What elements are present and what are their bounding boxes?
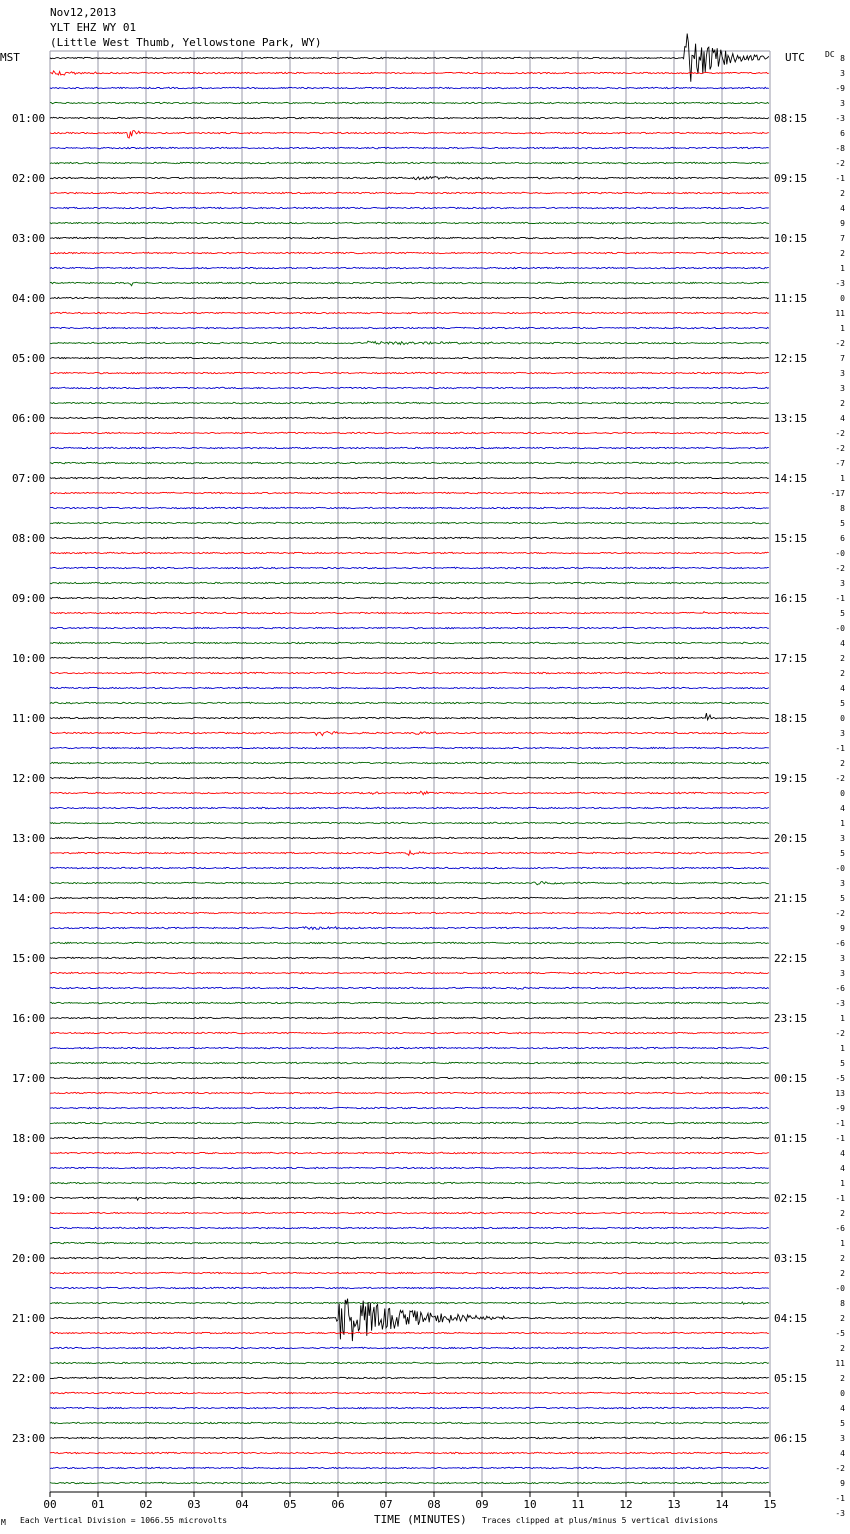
x-tick-label: 14	[715, 1498, 729, 1511]
left-hour-label: 03:00	[12, 232, 46, 245]
trace-line-20	[50, 357, 769, 359]
left-hour-label: 02:00	[12, 172, 46, 185]
dc-offset-label: 5	[840, 894, 845, 903]
dc-offset-label: 1	[840, 1239, 845, 1248]
right-hour-label: 01:15	[774, 1132, 808, 1145]
trace-line-84	[50, 1299, 769, 1342]
left-hour-label: 01:00	[12, 112, 46, 125]
dc-offset-label: 9	[840, 924, 845, 933]
trace-line-30	[50, 507, 769, 509]
trace-line-46	[50, 747, 769, 749]
dc-offset-label: -9	[835, 1104, 845, 1113]
x-tick-label: 13	[667, 1498, 681, 1511]
dc-offset-label: 3	[840, 1434, 845, 1443]
trace-line-9	[50, 192, 769, 194]
trace-line-86	[50, 1347, 769, 1349]
left-hour-label: 23:00	[12, 1432, 46, 1445]
dc-offset-label: 4	[840, 204, 845, 213]
trace-line-55	[50, 881, 769, 884]
dc-offset-label: 13	[835, 1089, 845, 1098]
dc-offset-label: 11	[835, 309, 845, 318]
trace-line-78	[50, 1227, 769, 1229]
dc-offset-label: -0	[835, 864, 845, 873]
trace-line-80	[50, 1257, 769, 1258]
dc-offset-label: 2	[840, 1344, 845, 1353]
dc-offset-label: -1	[835, 174, 845, 183]
x-tick-label: 09	[475, 1498, 489, 1511]
right-hour-label: 05:15	[774, 1372, 808, 1385]
dc-offset-label: 1	[840, 324, 845, 333]
right-hour-label: 18:15	[774, 712, 808, 725]
dc-offset-label: 2	[840, 1374, 845, 1383]
trace-line-87	[50, 1362, 769, 1364]
trace-line-11	[50, 222, 769, 224]
trace-line-52	[50, 837, 769, 839]
dc-offset-label: 4	[840, 1449, 845, 1458]
trace-line-71	[50, 1122, 769, 1124]
dc-offset-label: 3	[840, 99, 845, 108]
station-code: YLT EHZ WY 01	[50, 21, 137, 34]
dc-offset-label: 3	[840, 384, 845, 393]
trace-line-5	[50, 131, 769, 138]
x-tick-label: 01	[91, 1498, 105, 1511]
dc-offset-label: 5	[840, 1419, 845, 1428]
dc-offset-label: 3	[840, 834, 845, 843]
dc-offset-label: 5	[840, 699, 845, 708]
trace-line-54	[50, 867, 769, 869]
dc-offset-label: 1	[840, 474, 845, 483]
left-hour-label: 04:00	[12, 292, 46, 305]
trace-line-57	[50, 912, 769, 914]
trace-line-6	[50, 147, 769, 149]
trace-line-66	[50, 1047, 769, 1049]
dc-offset-label: 4	[840, 1149, 845, 1158]
x-tick-label: 05	[283, 1498, 297, 1511]
trace-line-75	[50, 1182, 769, 1184]
dc-offset-label: 2	[840, 1314, 845, 1323]
trace-line-85	[50, 1332, 769, 1333]
dc-offset-label: -6	[835, 1224, 845, 1233]
dc-offset-label: 2	[840, 1209, 845, 1218]
trace-line-72	[50, 1137, 769, 1139]
x-tick-label: 03	[187, 1498, 201, 1511]
dc-offset-label: -2	[835, 909, 845, 918]
trace-line-48	[50, 777, 769, 779]
dc-offset-label: -1	[835, 1119, 845, 1128]
x-tick-label: 02	[139, 1498, 153, 1511]
trace-line-28	[50, 477, 769, 478]
dc-offset-label: 6	[840, 534, 845, 543]
trace-line-14	[50, 267, 769, 269]
dc-offset-label: -7	[835, 459, 845, 468]
dc-offset-label: -6	[835, 939, 845, 948]
x-tick-label: 15	[763, 1498, 777, 1511]
dc-offset-label: 5	[840, 609, 845, 618]
dc-offset-label: 4	[840, 1404, 845, 1413]
right-hour-label: 08:15	[774, 112, 808, 125]
trace-line-53	[50, 851, 769, 856]
dc-offset-label: -2	[835, 1464, 845, 1473]
trace-line-68	[50, 1077, 769, 1079]
trace-line-17	[50, 312, 769, 314]
trace-line-27	[50, 462, 769, 464]
dc-offset-label: 7	[840, 354, 845, 363]
trace-line-83	[50, 1302, 769, 1304]
trace-line-31	[50, 522, 769, 524]
dc-offset-labels	[831, 54, 846, 1518]
dc-offset-label: -2	[835, 1029, 845, 1038]
dc-offset-label: -1	[835, 1134, 845, 1143]
dc-offset-label: -3	[835, 114, 845, 123]
dc-offset-label: 9	[840, 219, 845, 228]
left-hour-label: 12:00	[12, 772, 46, 785]
dc-offset-label: 3	[840, 579, 845, 588]
trace-line-49	[50, 791, 769, 795]
right-hour-label: 03:15	[774, 1252, 808, 1265]
dc-column-label: DC	[825, 50, 835, 59]
trace-line-12	[50, 237, 769, 239]
trace-line-76	[50, 1197, 769, 1200]
dc-offset-label: 8	[840, 1299, 845, 1308]
dc-offset-label: -9	[835, 84, 845, 93]
trace-line-88	[50, 1377, 769, 1379]
dc-offset-label: -5	[835, 1329, 845, 1338]
x-axis-title: TIME (MINUTES)	[374, 1513, 467, 1526]
left-hour-label: 17:00	[12, 1072, 46, 1085]
right-hour-label: 23:15	[774, 1012, 808, 1025]
x-tick-label: 10	[523, 1498, 537, 1511]
trace-line-36	[50, 597, 769, 599]
left-hour-label: 16:00	[12, 1012, 46, 1025]
trace-line-18	[50, 327, 769, 329]
dc-offset-label: -0	[835, 1284, 845, 1293]
station-location: (Little West Thumb, Yellowstone Park, WY)	[50, 36, 322, 49]
dc-offset-label: 6	[840, 129, 845, 138]
dc-offset-label: 4	[840, 414, 845, 423]
dc-offset-label: 3	[840, 969, 845, 978]
left-hour-label: 05:00	[12, 352, 46, 365]
dc-offset-label: 2	[840, 654, 845, 663]
left-hour-label: 10:00	[12, 652, 46, 665]
trace-line-69	[50, 1092, 769, 1094]
dc-offset-label: 5	[840, 519, 845, 528]
trace-line-56	[50, 897, 769, 899]
left-hour-label: 07:00	[12, 472, 46, 485]
right-hour-label: 04:15	[774, 1312, 808, 1325]
trace-line-90	[50, 1407, 769, 1409]
dc-offset-label: 5	[840, 1059, 845, 1068]
dc-offset-label: 2	[840, 669, 845, 678]
dc-offset-label: -2	[835, 774, 845, 783]
dc-offset-label: 3	[840, 954, 845, 963]
trace-line-16	[50, 297, 769, 299]
left-hour-label: 15:00	[12, 952, 46, 965]
trace-line-21	[50, 372, 769, 374]
dc-offset-label: 0	[840, 789, 845, 798]
trace-line-47	[50, 762, 769, 764]
dc-offset-label: -2	[835, 564, 845, 573]
dc-offset-label: 1	[840, 1014, 845, 1023]
right-hour-label: 21:15	[774, 892, 808, 905]
trace-line-34	[50, 567, 769, 569]
dc-offset-label: 2	[840, 759, 845, 768]
dc-offset-label: -2	[835, 339, 845, 348]
dc-offset-label: -6	[835, 984, 845, 993]
dc-offset-label: 5	[840, 849, 845, 858]
trace-line-61	[50, 972, 769, 974]
trace-line-25	[50, 432, 769, 434]
left-hour-label: 08:00	[12, 532, 46, 545]
x-axis	[43, 1492, 776, 1511]
dc-offset-label: -1	[835, 744, 845, 753]
left-hour-label: 13:00	[12, 832, 46, 845]
trace-line-43	[50, 702, 769, 704]
trace-line-41	[50, 672, 769, 674]
trace-line-13	[50, 252, 769, 254]
right-hour-label: 11:15	[774, 292, 808, 305]
right-hour-label: 15:15	[774, 532, 808, 545]
trace-line-19	[50, 341, 769, 344]
dc-offset-label: 8	[840, 504, 845, 513]
dc-offset-label: -3	[835, 999, 845, 1008]
dc-offset-label: -2	[835, 444, 845, 453]
x-tick-label: 06	[331, 1498, 345, 1511]
trace-line-79	[50, 1242, 769, 1244]
trace-line-26	[50, 447, 769, 449]
right-timezone-label: UTC	[785, 51, 805, 64]
trace-line-10	[50, 207, 769, 209]
dc-offset-label: 4	[840, 804, 845, 813]
dc-offset-label: 0	[840, 294, 845, 303]
trace-line-45	[50, 731, 769, 735]
dc-offset-label: 8	[840, 54, 845, 63]
dc-offset-label: 3	[840, 69, 845, 78]
trace-line-91	[50, 1422, 769, 1424]
dc-offset-label: 2	[840, 399, 845, 408]
trace-line-64	[50, 1017, 769, 1019]
dc-offset-label: 2	[840, 189, 845, 198]
trace-line-59	[50, 942, 769, 944]
dc-offset-label: 2	[840, 249, 845, 258]
trace-line-65	[50, 1032, 769, 1034]
trace-line-32	[50, 537, 769, 539]
dc-offset-label: 4	[840, 684, 845, 693]
left-hour-labels	[12, 112, 45, 1445]
dc-offset-label: 9	[840, 1479, 845, 1488]
trace-line-60	[50, 957, 769, 959]
scale-note: Each Vertical Division = 1066.55 microvolts	[20, 1516, 228, 1525]
dc-offset-label: -3	[835, 1509, 845, 1518]
trace-line-7	[50, 162, 769, 164]
right-hour-label: 12:15	[774, 352, 808, 365]
trace-line-70	[50, 1107, 769, 1109]
left-hour-label: 22:00	[12, 1372, 46, 1385]
left-hour-label: 21:00	[12, 1312, 46, 1325]
trace-line-50	[50, 807, 769, 809]
dc-offset-label: -2	[835, 429, 845, 438]
dc-offset-label: -1	[835, 1194, 845, 1203]
dc-offset-label: -2	[835, 159, 845, 168]
right-hour-labels	[774, 112, 807, 1445]
right-hour-label: 02:15	[774, 1192, 808, 1205]
trace-line-93	[50, 1452, 769, 1454]
dc-offset-label: -1	[835, 594, 845, 603]
right-hour-label: 19:15	[774, 772, 808, 785]
trace-line-51	[50, 822, 769, 824]
trace-line-58	[50, 927, 769, 930]
right-hour-label: 00:15	[774, 1072, 808, 1085]
trace-line-23	[50, 402, 769, 404]
left-hour-label: 20:00	[12, 1252, 46, 1265]
right-hour-label: 09:15	[774, 172, 808, 185]
trace-line-95	[50, 1482, 769, 1484]
dc-offset-label: 4	[840, 1164, 845, 1173]
x-tick-label: 11	[571, 1498, 585, 1511]
trace-line-15	[50, 282, 769, 286]
dc-offset-label: -3	[835, 279, 845, 288]
x-tick-label: 00	[43, 1498, 57, 1511]
trace-line-24	[50, 417, 769, 419]
dc-offset-label: 3	[840, 369, 845, 378]
trace-line-33	[50, 552, 769, 554]
trace-line-81	[50, 1272, 769, 1274]
left-hour-label: 09:00	[12, 592, 46, 605]
dc-offset-label: -8	[835, 144, 845, 153]
clip-note: Traces clipped at plus/minus 5 vertical divisions	[482, 1516, 719, 1525]
right-hour-label: 22:15	[774, 952, 808, 965]
trace-line-67	[50, 1062, 769, 1064]
dc-offset-label: 3	[840, 879, 845, 888]
left-hour-label: 18:00	[12, 1132, 46, 1145]
right-hour-label: 17:15	[774, 652, 808, 665]
dc-offset-label: 1	[840, 264, 845, 273]
trace-line-4	[50, 117, 769, 119]
trace-line-74	[50, 1167, 769, 1169]
trace-line-77	[50, 1212, 769, 1214]
left-hour-label: 06:00	[12, 412, 46, 425]
dc-offset-label: 7	[840, 234, 845, 243]
trace-line-94	[50, 1467, 769, 1469]
trace-line-1	[50, 71, 769, 75]
dc-offset-label: 3	[840, 729, 845, 738]
trace-lines	[50, 34, 769, 1484]
dc-offset-label: 1	[840, 1044, 845, 1053]
trace-line-38	[50, 627, 769, 629]
trace-line-63	[50, 1002, 769, 1004]
right-hour-label: 20:15	[774, 832, 808, 845]
dc-offset-label: 0	[840, 714, 845, 723]
plot-date: Nov12,2013	[50, 6, 117, 19]
trace-line-73	[50, 1152, 769, 1154]
right-hour-label: 16:15	[774, 592, 808, 605]
trace-line-37	[50, 612, 769, 614]
left-hour-label: 14:00	[12, 892, 46, 905]
x-tick-label: 08	[427, 1498, 441, 1511]
x-tick-label: 04	[235, 1498, 249, 1511]
dc-offset-label: 11	[835, 1359, 845, 1368]
trace-line-82	[50, 1287, 769, 1289]
dc-offset-label: -1	[835, 1494, 845, 1503]
trace-line-62	[50, 987, 769, 989]
trace-line-35	[50, 582, 769, 584]
right-hour-label: 13:15	[774, 412, 808, 425]
trace-line-3	[50, 102, 769, 104]
trace-line-92	[50, 1437, 769, 1439]
corner-mark: M	[1, 1518, 6, 1527]
right-hour-label: 14:15	[774, 472, 808, 485]
x-tick-label: 12	[619, 1498, 633, 1511]
dc-offset-label: 0	[840, 1389, 845, 1398]
dc-offset-label: -0	[835, 624, 845, 633]
trace-line-40	[50, 657, 769, 659]
left-hour-label: 19:00	[12, 1192, 46, 1205]
dc-offset-label: -17	[830, 489, 845, 498]
dc-offset-label: 1	[840, 1179, 845, 1188]
dc-offset-label: 1	[840, 819, 845, 828]
dc-offset-label: 4	[840, 639, 845, 648]
dc-offset-label: 2	[840, 1254, 845, 1263]
trace-line-2	[50, 87, 769, 89]
dc-offset-label: 2	[840, 1269, 845, 1278]
trace-line-29	[50, 492, 769, 494]
trace-line-8	[50, 177, 769, 180]
trace-line-39	[50, 642, 769, 644]
dc-offset-label: -0	[835, 549, 845, 558]
left-hour-label: 11:00	[12, 712, 46, 725]
trace-line-22	[50, 387, 769, 389]
right-hour-label: 06:15	[774, 1432, 808, 1445]
trace-line-89	[50, 1392, 769, 1394]
left-timezone-label: MST	[0, 51, 20, 64]
x-tick-label: 07	[379, 1498, 393, 1511]
trace-line-42	[50, 687, 769, 688]
trace-line-44	[50, 713, 769, 720]
right-hour-label: 10:15	[774, 232, 808, 245]
dc-offset-label: -5	[835, 1074, 845, 1083]
